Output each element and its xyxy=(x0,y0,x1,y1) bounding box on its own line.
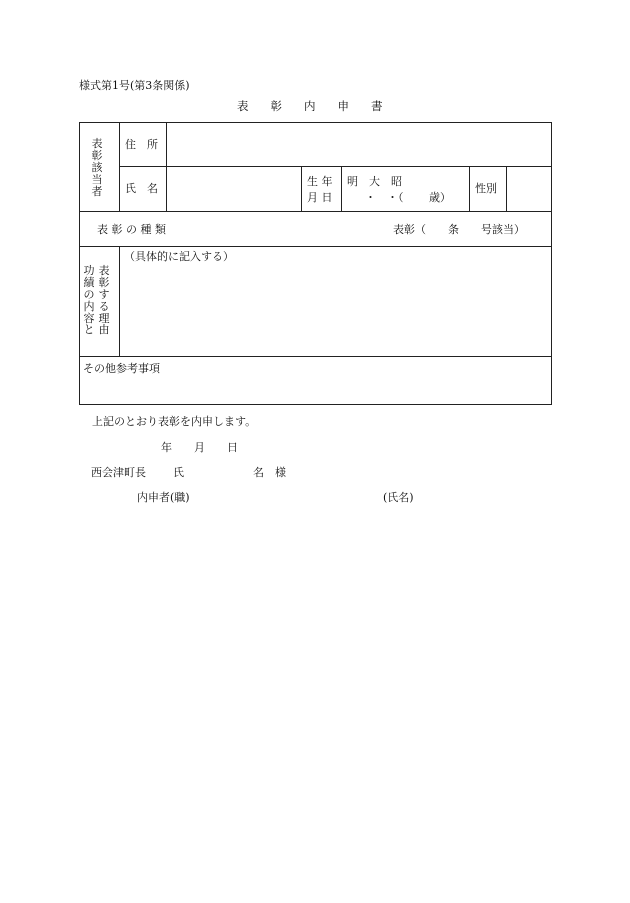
subject-header-char: 該 xyxy=(91,160,103,174)
era-options: 明 大 昭 xyxy=(347,175,402,188)
gender-label: 性別 xyxy=(475,182,497,195)
col-divider xyxy=(301,166,302,211)
row-divider xyxy=(79,356,552,357)
col-divider xyxy=(119,246,120,356)
col-divider xyxy=(166,122,167,211)
reason-header-char: の xyxy=(83,287,95,301)
reason-header-char: 内 xyxy=(83,299,95,313)
subject-header-char: 当 xyxy=(91,172,103,186)
subject-header-char: 彰 xyxy=(91,148,103,162)
submission-statement: 上記のとおり表彰を内申します。 xyxy=(92,415,257,428)
reason-header-char: 績 xyxy=(83,275,95,289)
title-char: 申 xyxy=(337,99,349,113)
document-title xyxy=(237,101,383,113)
birthdate-label-top: 生 年 xyxy=(307,175,333,188)
reason-note: （具体的に記入する） xyxy=(124,250,234,263)
title-char: 彰 xyxy=(270,99,282,113)
applicant-name: (氏名) xyxy=(383,491,414,504)
reason-header-char: 功 xyxy=(83,264,95,277)
col-divider xyxy=(341,166,342,211)
title-char: 表 xyxy=(237,99,249,113)
addressee-office: 西会津町長 xyxy=(91,466,146,479)
title-char: 内 xyxy=(304,99,316,113)
date-line: 年 月 日 xyxy=(161,441,238,454)
award-type-label: 表 彰 の 種 類 xyxy=(97,223,166,236)
col-divider xyxy=(119,122,120,211)
col-divider xyxy=(506,166,507,211)
reason-header-char: 表 xyxy=(98,264,110,277)
birthdate-format: ・ ・（ 歳） xyxy=(365,191,451,204)
reason-header-char: 容 xyxy=(83,311,95,325)
award-applicable-clause: 表彰（ 条 号該当） xyxy=(393,223,525,236)
addressee-mei-sama: 名 様 xyxy=(253,466,286,479)
name-label: 氏 名 xyxy=(125,182,158,195)
col-divider xyxy=(469,166,470,211)
reason-header-char: と xyxy=(83,323,95,337)
subject-header-char: 者 xyxy=(91,184,103,198)
birthdate-label-bottom: 月 日 xyxy=(307,191,333,204)
row-divider xyxy=(79,211,552,212)
other-notes-label: その他参考事項 xyxy=(83,362,160,375)
reason-header-col2 xyxy=(97,265,111,336)
reason-header-char: る xyxy=(98,299,110,313)
reason-header-col1 xyxy=(82,265,96,336)
subject-header xyxy=(90,138,104,197)
address-label: 住 所 xyxy=(125,138,158,151)
form-number: 様式第1号(第3条関係) xyxy=(79,79,190,92)
subject-header-char: 表 xyxy=(91,137,103,150)
row-divider xyxy=(119,166,552,167)
reason-header-char: 彰 xyxy=(98,275,110,289)
title-char: 書 xyxy=(371,99,383,113)
row-divider xyxy=(79,246,552,247)
reason-header-char: 由 xyxy=(98,323,110,337)
applicant-position: 内申者(職) xyxy=(137,491,190,504)
reason-header-char: 理 xyxy=(98,311,110,325)
addressee-shi: 氏 xyxy=(173,466,184,479)
reason-header-char: す xyxy=(98,287,110,301)
